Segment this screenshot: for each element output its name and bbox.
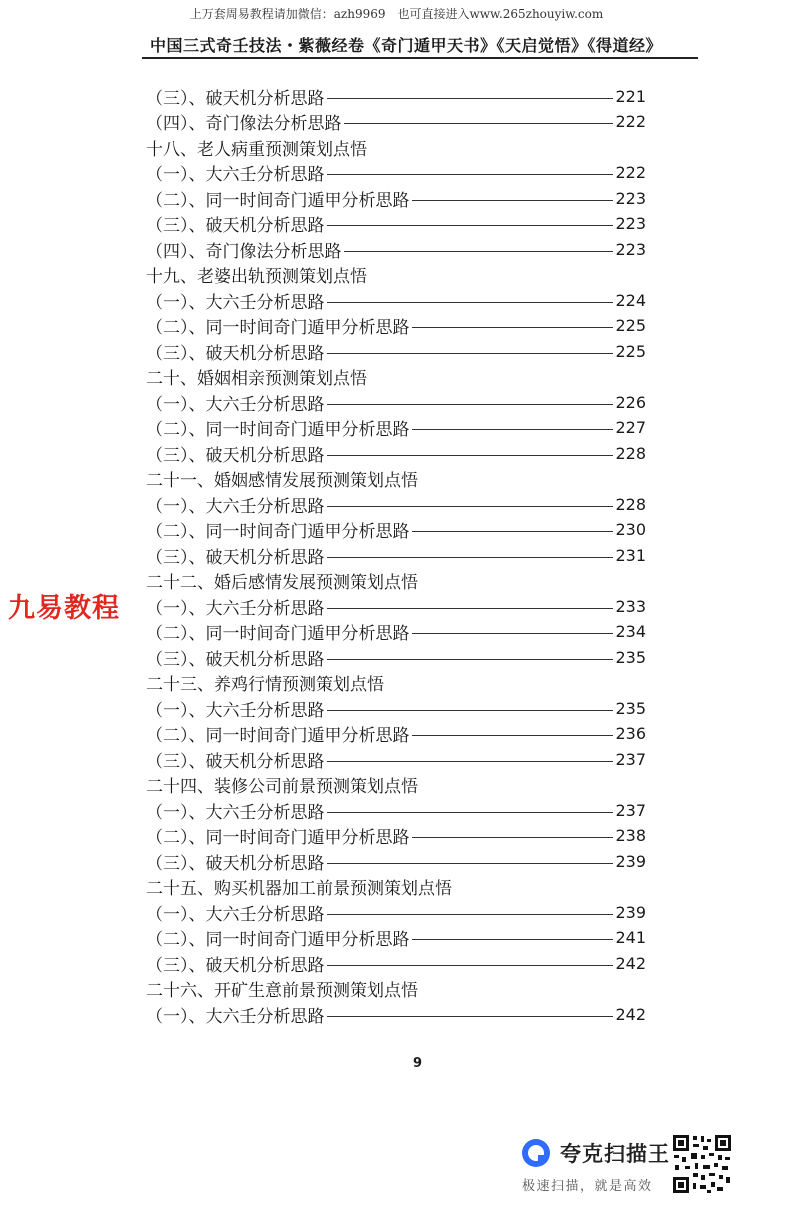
toc-leader-line — [327, 455, 614, 456]
toc-page-number: 223 — [615, 239, 646, 259]
toc-section-heading — [146, 569, 616, 593]
toc-section-heading — [146, 467, 616, 491]
toc-page-number: 230 — [615, 520, 646, 539]
header-rule — [142, 57, 698, 59]
toc-leader-line — [412, 531, 614, 532]
toc-entry-label: （三）、破天机分析思路 — [146, 751, 325, 772]
toc-leader-line — [327, 302, 614, 303]
toc-entry-label: （三）、破天机分析思路 — [146, 853, 325, 874]
toc-leader-line — [412, 200, 614, 201]
toc-page-number: 238 — [615, 826, 646, 845]
toc-page-number: 228 — [615, 494, 646, 514]
toc-leader-line — [327, 557, 614, 558]
toc-leader-line — [327, 863, 614, 864]
toc-entry-label: （一）、大六壬分析思路 — [146, 165, 325, 185]
toc-section-heading — [146, 977, 616, 1001]
toc-page-number: 222 — [615, 112, 646, 131]
toc-leader-line — [412, 327, 614, 328]
toc-leader-line — [327, 404, 614, 405]
qr-code-icon — [671, 1133, 733, 1195]
toc-section-label: 十八、老人病重预测策划点悟 — [146, 139, 367, 160]
toc-entry-label: （二）、同一时间奇门遁甲分析思路 — [146, 624, 410, 644]
toc-section-label: 二十四、装修公司前景预测策划点悟 — [146, 777, 418, 797]
toc-entry — [146, 594, 646, 618]
toc-entry — [146, 416, 646, 440]
toc-page-number: 233 — [615, 596, 646, 616]
toc-leader-line — [327, 98, 614, 99]
toc-entry — [146, 951, 646, 975]
brand-name: 夸克扫描王 — [560, 1142, 670, 1166]
toc-entry-label: （三）、破天机分析思路 — [146, 88, 325, 109]
toc-entry — [146, 212, 646, 236]
toc-entry — [146, 824, 646, 848]
toc-entry — [146, 620, 646, 644]
toc-entry-label: （三）、破天机分析思路 — [146, 649, 325, 670]
toc-page-number: 234 — [615, 622, 646, 641]
toc-entry — [146, 84, 646, 108]
toc-entry-label: （二）、同一时间奇门遁甲分析思路 — [146, 522, 410, 542]
toc-page-number: 226 — [615, 392, 646, 412]
toc-entry-label: （一）、大六壬分析思路 — [146, 292, 325, 313]
toc-section-heading — [146, 263, 616, 287]
toc-entry — [146, 722, 646, 746]
toc-page-number: 225 — [615, 316, 646, 335]
toc-entry-label: （四）、奇门像法分析思路 — [146, 241, 342, 262]
toc-page-number: 222 — [615, 163, 646, 182]
toc-entry — [146, 390, 646, 414]
toc-leader-line — [412, 429, 614, 430]
toc-entry — [146, 161, 646, 185]
toc-entry-label: （四）、奇门像法分析思路 — [146, 114, 342, 134]
toc-section-heading — [146, 135, 616, 159]
scanner-brand — [520, 1135, 670, 1197]
toc-page-number: 224 — [615, 290, 646, 310]
toc-entry — [146, 314, 646, 338]
toc-page-number: 225 — [615, 341, 646, 361]
toc-entry — [146, 186, 646, 210]
toc-entry-label: （三）、破天机分析思路 — [146, 216, 325, 236]
toc-entry-label: （二）、同一时间奇门遁甲分析思路 — [146, 420, 410, 440]
toc-section-label: 二十六、开矿生意前景预测策划点悟 — [146, 981, 418, 1001]
toc-page-number: 237 — [615, 800, 646, 820]
toc-entry — [146, 339, 646, 363]
toc-entry-label: （三）、破天机分析思路 — [146, 445, 325, 466]
toc-section-label: 二十一、婚姻感情发展预测策划点悟 — [146, 471, 418, 491]
toc-leader-line — [327, 659, 614, 660]
toc-section-label: 十九、老婆出轨预测策划点悟 — [146, 267, 367, 287]
toc-page-number: 235 — [615, 698, 646, 718]
toc-entry-label: （一）、大六壬分析思路 — [146, 1006, 325, 1027]
toc-page-number: 223 — [615, 188, 646, 208]
running-header: 中国三式奇壬技法・紫薇经卷《奇门遁甲天书》《天启觉悟》《得道经》 — [150, 36, 663, 55]
toc-entry — [146, 900, 646, 924]
toc-entry — [146, 288, 646, 312]
toc-leader-line — [327, 225, 614, 226]
toc-entry — [146, 798, 646, 822]
toc-entry-label: （二）、同一时间奇门遁甲分析思路 — [146, 828, 410, 848]
toc-entry — [146, 926, 646, 950]
toc-page-number: 242 — [615, 953, 646, 973]
toc-leader-line — [327, 174, 614, 175]
toc-page-number: 237 — [615, 749, 646, 769]
toc-entry-label: （二）、同一时间奇门遁甲分析思路 — [146, 318, 410, 338]
toc-entry-label: （一）、大六壬分析思路 — [146, 394, 325, 415]
toc-entry-label: （一）、大六壬分析思路 — [146, 598, 325, 619]
toc-page-number: 242 — [615, 1004, 646, 1024]
toc-leader-line — [327, 506, 614, 507]
toc-leader-line — [327, 761, 614, 762]
toc-entry — [146, 645, 646, 669]
top-banner: 上万套周易教程请加微信：azh9969 也可直接进入www.265zhouyiw.com — [189, 7, 604, 21]
toc-page-number: 241 — [615, 928, 646, 947]
toc-entry — [146, 237, 646, 261]
toc-leader-line — [327, 914, 614, 915]
toc-entry-label: （一）、大六壬分析思路 — [146, 496, 325, 517]
toc-page-number: 239 — [615, 851, 646, 871]
toc-leader-line — [327, 965, 614, 966]
toc-page-number: 239 — [615, 902, 646, 922]
brand-slogan: 极速扫描，就是高效 — [522, 1179, 653, 1194]
toc-entry-label: （一）、大六壬分析思路 — [146, 700, 325, 721]
toc-section-label: 二十、婚姻相亲预测策划点悟 — [146, 369, 367, 389]
toc-entry — [146, 696, 646, 720]
toc-leader-line — [412, 939, 614, 940]
toc-section-label: 二十二、婚后感情发展预测策划点悟 — [146, 573, 418, 593]
toc-entry-label: （二）、同一时间奇门遁甲分析思路 — [146, 190, 410, 211]
toc-leader-line — [327, 608, 614, 609]
toc-entry-label: （二）、同一时间奇门遁甲分析思路 — [146, 930, 410, 950]
toc-page-number: 235 — [615, 647, 646, 667]
toc-entry — [146, 747, 646, 771]
toc-entry-label: （一）、大六壬分析思路 — [146, 802, 325, 823]
toc-leader-line — [412, 633, 614, 634]
toc-leader-line — [412, 735, 614, 736]
toc-leader-line — [412, 837, 614, 838]
toc-entry-label: （一）、大六壬分析思路 — [146, 904, 325, 925]
toc-section-label: 二十五、购买机器加工前景预测策划点悟 — [146, 879, 452, 899]
toc-entry — [146, 492, 646, 516]
toc-entry — [146, 543, 646, 567]
toc-entry — [146, 441, 646, 465]
toc-entry-label: （三）、破天机分析思路 — [146, 343, 325, 364]
toc-leader-line — [344, 251, 614, 252]
toc-entry — [146, 849, 646, 873]
toc-page-number: 227 — [615, 418, 646, 437]
toc-leader-line — [327, 353, 614, 354]
toc-entry — [146, 110, 646, 134]
scanner-logo-icon — [520, 1137, 552, 1169]
toc-leader-line — [327, 812, 614, 813]
toc-leader-line — [344, 123, 614, 124]
toc-page-number: 231 — [615, 545, 646, 565]
toc-section-label: 二十三、养鸡行情预测策划点悟 — [146, 675, 384, 695]
watermark-text: 九易教程 — [8, 593, 120, 624]
toc-section-heading — [146, 365, 616, 389]
toc-section-heading — [146, 671, 616, 695]
toc-section-heading — [146, 773, 616, 797]
toc-entry — [146, 1002, 646, 1026]
toc-page-number: 236 — [615, 724, 646, 743]
toc-page-number: 223 — [615, 214, 646, 233]
toc-leader-line — [327, 1016, 614, 1017]
page-number: 9 — [413, 1056, 423, 1071]
toc-section-heading — [146, 875, 616, 899]
toc-entry-label: （三）、破天机分析思路 — [146, 547, 325, 568]
toc-entry-label: （二）、同一时间奇门遁甲分析思路 — [146, 726, 410, 746]
toc-leader-line — [327, 710, 614, 711]
toc-page-number: 228 — [615, 443, 646, 463]
toc-entry — [146, 518, 646, 542]
toc-page-number: 221 — [615, 86, 646, 106]
toc-entry-label: （三）、破天机分析思路 — [146, 955, 325, 976]
